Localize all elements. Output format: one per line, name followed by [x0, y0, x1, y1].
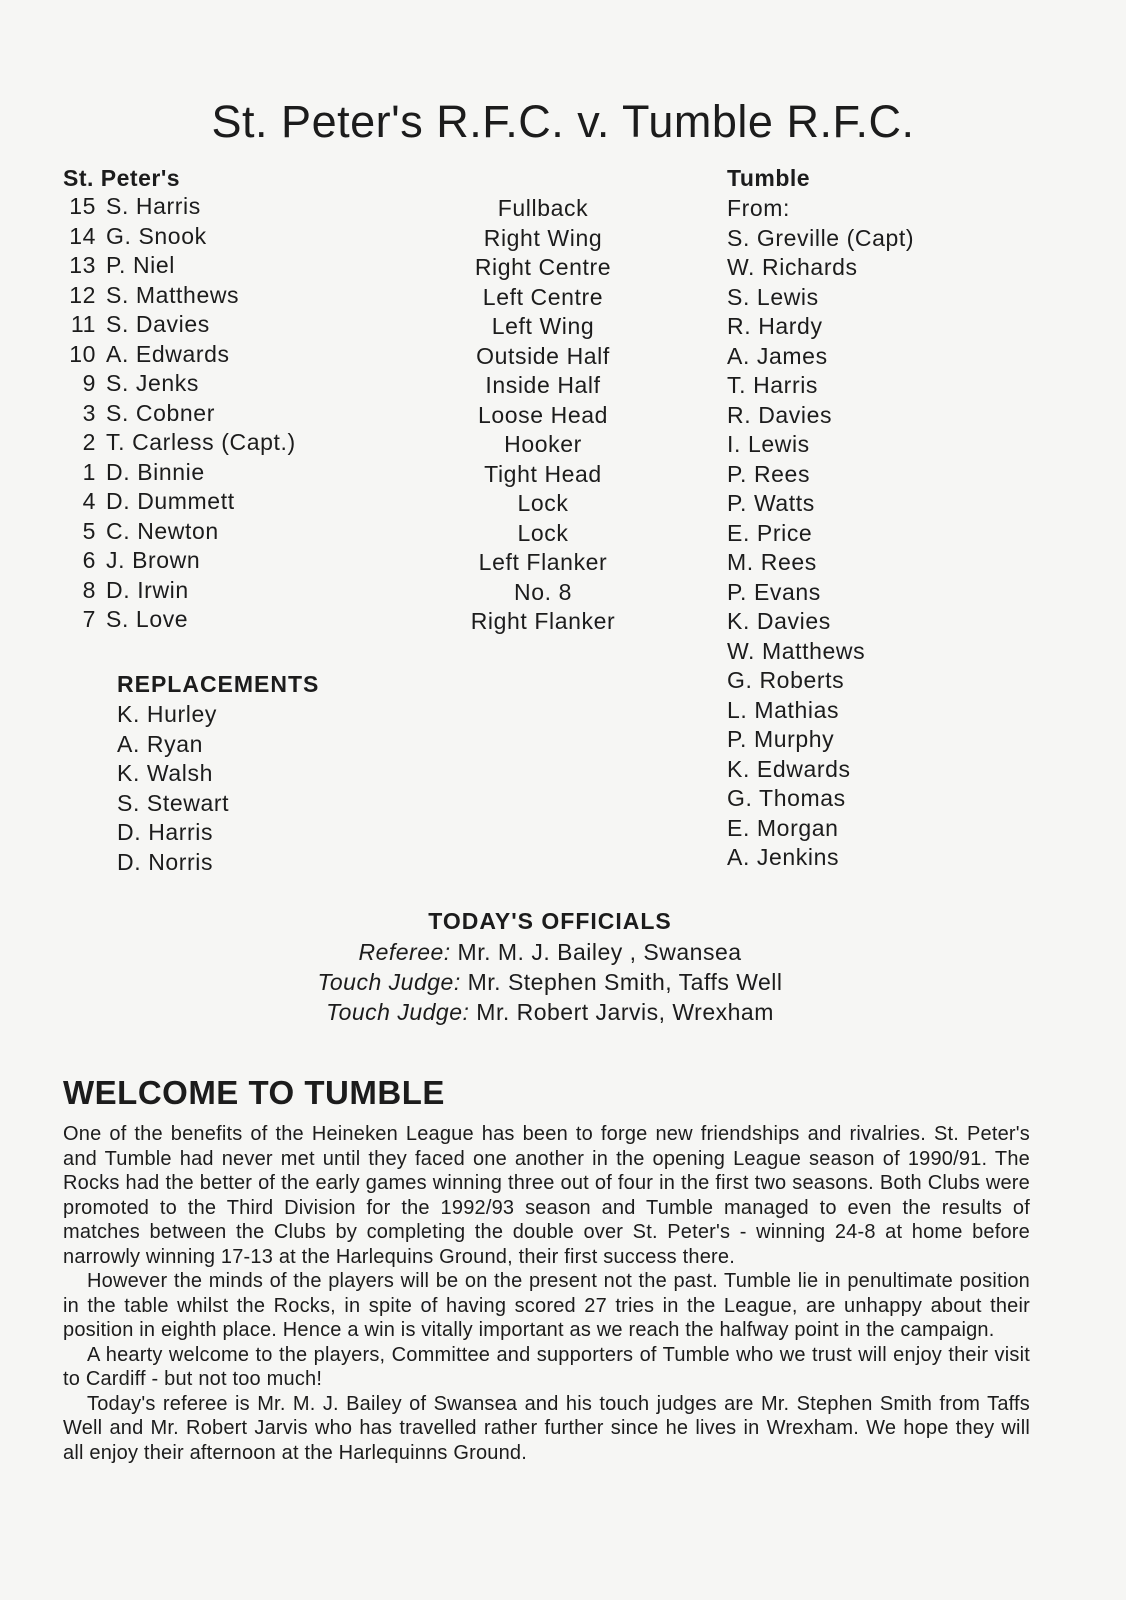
- player-row: [52, 281, 296, 311]
- positions-list: [433, 194, 653, 637]
- shirt-number: 3: [82, 399, 96, 426]
- position-label: Inside Half: [485, 372, 601, 398]
- position-label: Lock: [517, 519, 569, 546]
- list-item: S. Stewart: [117, 789, 230, 816]
- position-label: Outside Half: [476, 342, 610, 369]
- player-row: [52, 222, 296, 252]
- list-item: K. Edwards: [727, 755, 851, 782]
- list-item: P. Rees: [727, 460, 811, 487]
- list-item: D. Norris: [117, 848, 214, 875]
- position-label: Right Flanker: [470, 608, 616, 634]
- player-name: S. Davies: [106, 311, 210, 337]
- player-name: S. Jenks: [106, 370, 200, 396]
- player-row: [52, 192, 296, 222]
- player-row: [52, 369, 296, 399]
- player-name: S. Harris: [106, 193, 201, 219]
- list-item: E. Price: [727, 519, 813, 546]
- list-item: A. Ryan: [117, 730, 204, 757]
- player-name: S. Matthews: [106, 281, 240, 308]
- welcome-article: [63, 1122, 1030, 1465]
- player-name: D. Irwin: [106, 576, 189, 603]
- official-role: Touch Judge:: [317, 969, 461, 995]
- position-label: Tight Head: [484, 460, 602, 487]
- official-person: Mr. Robert Jarvis, Wrexham: [469, 999, 774, 1025]
- list-item: M. Rees: [727, 549, 817, 575]
- officials-section: [0, 905, 1100, 1027]
- tumble-player-list: [727, 194, 914, 873]
- list-item: L. Mathias: [727, 696, 840, 723]
- list-item: E. Morgan: [727, 814, 839, 841]
- position-label: Left Wing: [491, 313, 595, 339]
- position-label: Right Centre: [474, 254, 612, 280]
- list-item: W. Matthews: [727, 637, 866, 664]
- player-name: D. Binnie: [106, 458, 205, 485]
- list-item: A. Jenkins: [727, 844, 840, 870]
- st-peters-heading: St. Peter's: [63, 165, 181, 191]
- player-row: [52, 605, 296, 635]
- position-label: Fullback: [497, 195, 589, 221]
- player-name: S. Love: [106, 606, 189, 632]
- player-name: S. Cobner: [106, 399, 215, 426]
- shirt-number: 7: [82, 606, 96, 632]
- shirt-number: 9: [82, 370, 96, 396]
- player-row: [52, 517, 296, 547]
- article-paragraph: A hearty welcome to the players, Committee and supporters of Tumble who we trust will enjoy their visit to Cardiff - but not too much!: [63, 1343, 1030, 1390]
- list-item: S. Greville (Capt): [727, 224, 915, 251]
- player-row: [52, 546, 296, 576]
- shirt-number: 11: [70, 311, 96, 337]
- shirt-number: 13: [69, 252, 96, 278]
- list-item: I. Lewis: [727, 431, 810, 457]
- player-name: P. Niel: [106, 252, 175, 278]
- welcome-heading: WELCOME TO TUMBLE: [63, 1074, 445, 1111]
- st-peters-player-list: [52, 192, 296, 635]
- page-title: St. Peter's R.F.C. v. Tumble R.F.C.: [211, 96, 915, 148]
- shirt-number: 15: [69, 193, 96, 219]
- shirt-number: 6: [82, 547, 96, 573]
- shirt-number: 14: [69, 222, 96, 249]
- official-role: Touch Judge:: [326, 999, 470, 1025]
- shirt-number: 12: [69, 281, 96, 308]
- player-name: G. Snook: [106, 222, 207, 249]
- player-row: [52, 428, 296, 458]
- list-item: G. Thomas: [727, 785, 846, 811]
- shirt-number: 5: [82, 517, 96, 544]
- player-name: C. Newton: [106, 517, 219, 544]
- official-line: [0, 997, 1100, 1027]
- player-name: D. Dummett: [106, 488, 235, 514]
- position-label: Right Wing: [483, 224, 603, 251]
- officials-heading: TODAY'S OFFICIALS: [428, 908, 672, 934]
- article-paragraph: However the minds of the players will be on the present not the past. Tumble lie in penultimate position in the table whilst the Rocks, in spite of having scored 27 tries in the League, are unhappy about their position in eighth place. Hence a win is vitally important as we reach the halfway point in the campaign.: [63, 1270, 1030, 1341]
- list-item: P. Murphy: [727, 726, 835, 752]
- official-person: Mr. Stephen Smith, Taffs Well: [460, 969, 783, 995]
- tumble-heading: Tumble: [727, 165, 811, 191]
- list-item: T. Harris: [727, 372, 819, 398]
- player-name: J. Brown: [106, 547, 201, 573]
- shirt-number: 8: [82, 576, 96, 603]
- list-item: D. Harris: [117, 819, 214, 845]
- list-item: G. Roberts: [727, 667, 845, 693]
- list-item: P. Watts: [727, 490, 815, 516]
- shirt-number: 10: [69, 340, 96, 367]
- player-name: T. Carless (Capt.): [106, 429, 296, 455]
- list-item: A. James: [727, 342, 828, 369]
- position-label: Loose Head: [477, 401, 609, 428]
- player-row: [52, 310, 296, 340]
- article-paragraph: One of the benefits of the Heineken League has been to forge new friendships and rivalries. St. Peter's and Tumble had never met until they faced one another in the opening League season of 1990/91. The Rocks had the better of the early games winning three out of four in the first two seasons. Both Clubs were promoted to the Third Division for the 1992/93 season and Tumble managed to even the results of matches between the Clubs by completing the double over St. Peter's - winning 24-8 at home before narrowly winning 17-13 at the Harlequins Ground, their first success there.: [63, 1123, 1030, 1268]
- shirt-number: 2: [82, 429, 96, 455]
- official-person: Mr. M. J. Bailey , Swansea: [450, 939, 742, 965]
- position-label: Lock: [517, 490, 569, 516]
- player-row: [52, 399, 296, 429]
- player-row: [52, 576, 296, 606]
- list-item: K. Walsh: [117, 760, 213, 786]
- position-label: Left Flanker: [478, 549, 608, 575]
- player-row: [52, 458, 296, 488]
- player-name: A. Edwards: [106, 340, 230, 367]
- position-label: No. 8: [514, 578, 572, 605]
- position-label: Hooker: [504, 431, 582, 457]
- list-item: W. Richards: [727, 254, 858, 280]
- official-line: [0, 937, 1100, 967]
- shirt-number: 1: [82, 458, 96, 485]
- player-row: [52, 487, 296, 517]
- replacements-heading: REPLACEMENTS: [117, 671, 320, 697]
- player-row: [52, 251, 296, 281]
- list-item: R. Davies: [727, 401, 833, 428]
- replacements-list: [117, 700, 229, 877]
- list-item: K. Hurley: [117, 701, 217, 727]
- list-item: S. Lewis: [727, 283, 819, 310]
- shirt-number: 4: [82, 488, 96, 514]
- article-paragraph: Today's referee is Mr. M. J. Bailey of Swansea and his touch judges are Mr. Stephen Smith from Taffs Well and Mr. Robert Jarvis who has travelled rather further since he lives in Wrexham. We hope they will all enjoy their afternoon at the Harlequinns Ground.: [63, 1392, 1030, 1464]
- official-role: Referee:: [358, 939, 451, 965]
- player-row: [52, 340, 296, 370]
- position-label: Left Centre: [482, 283, 604, 310]
- official-line: [0, 967, 1100, 997]
- list-item: R. Hardy: [727, 313, 823, 339]
- list-item: K. Davies: [727, 608, 831, 634]
- tumble-from-label: From:: [727, 195, 791, 221]
- list-item: P. Evans: [727, 578, 821, 605]
